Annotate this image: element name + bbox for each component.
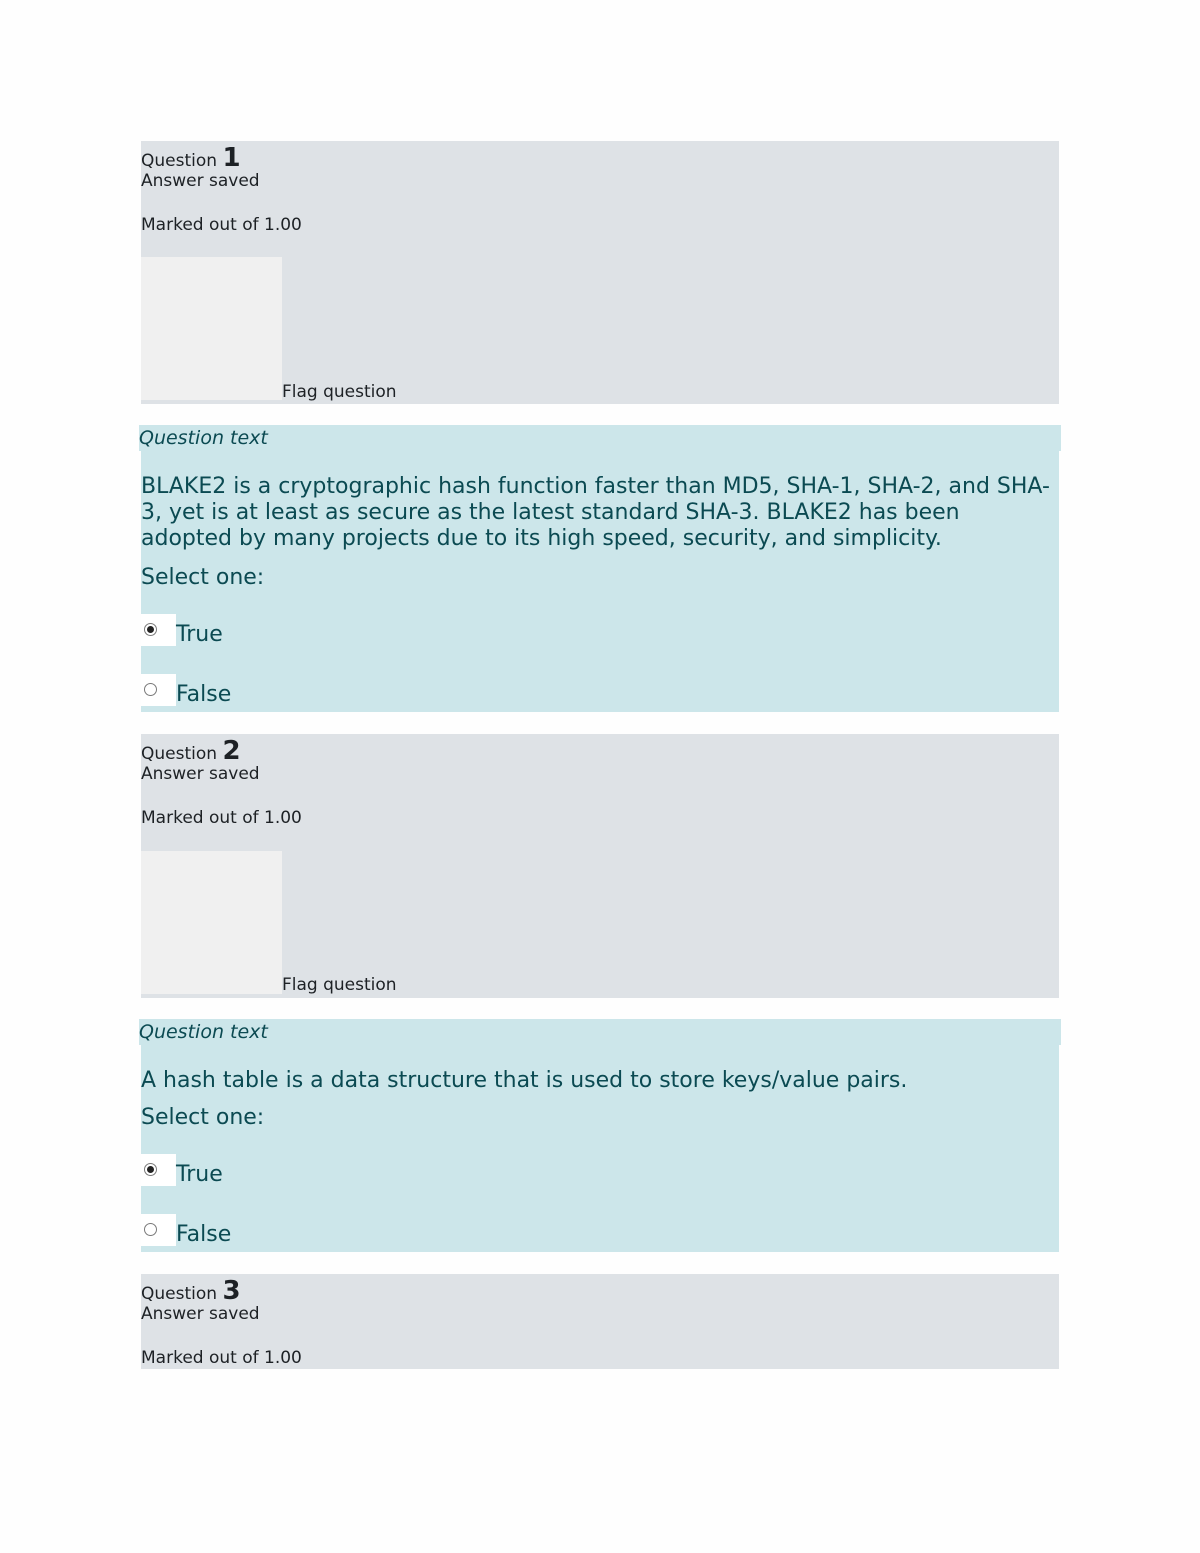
option-label[interactable]: False	[176, 682, 232, 707]
question-number	[141, 1276, 241, 1306]
option-label[interactable]: True	[176, 622, 223, 647]
flag-question-link[interactable]: Flag question	[282, 975, 397, 995]
flag-icon[interactable]	[141, 851, 282, 994]
question-2-content	[141, 1019, 1059, 1252]
option-true[interactable]	[141, 614, 441, 646]
option-label[interactable]: False	[176, 1222, 232, 1247]
question-text-label: Question text	[139, 425, 1061, 451]
select-one-prompt: Select one:	[141, 565, 265, 590]
question-2-info	[141, 734, 1059, 998]
question-3-info	[141, 1274, 1059, 1369]
question-number	[141, 143, 241, 173]
grade: Marked out of 1.00	[141, 1348, 302, 1368]
radio-wrapper	[141, 614, 176, 646]
answer-state: Answer saved	[141, 1304, 260, 1324]
option-false[interactable]	[141, 1214, 441, 1246]
question-prefix: Question	[141, 151, 218, 171]
question-text: BLAKE2 is a cryptographic hash function faster than MD5, SHA-1, SHA-2, and SHA-3, yet is at least as secure as the latest standard SHA-3. BLAKE2 has been adopted by many projects due to its high speed, security, and simplicity.	[141, 474, 1050, 551]
option-false[interactable]	[141, 674, 441, 706]
flag-question-link[interactable]: Flag question	[282, 382, 397, 402]
select-one-prompt: Select one:	[141, 1105, 265, 1130]
radio-true[interactable]	[144, 623, 157, 636]
question-text-label: Question text	[139, 1019, 1061, 1045]
radio-wrapper	[141, 1154, 176, 1186]
grade: Marked out of 1.00	[141, 215, 302, 235]
radio-true[interactable]	[144, 1163, 157, 1176]
question-text: A hash table is a data structure that is used to store keys/value pairs.	[141, 1068, 908, 1093]
option-label[interactable]: True	[176, 1162, 223, 1187]
question-number	[141, 736, 241, 766]
question-1-info	[141, 141, 1059, 404]
question-number-value: 3	[222, 1276, 241, 1306]
radio-wrapper	[141, 674, 176, 706]
question-number-value: 2	[222, 736, 241, 766]
question-1-content	[141, 425, 1059, 712]
option-true[interactable]	[141, 1154, 441, 1186]
radio-false[interactable]	[144, 1223, 157, 1236]
question-prefix: Question	[141, 1284, 218, 1304]
flag-icon[interactable]	[141, 257, 282, 400]
question-prefix: Question	[141, 744, 218, 764]
answer-state: Answer saved	[141, 171, 260, 191]
answer-state: Answer saved	[141, 764, 260, 784]
radio-false[interactable]	[144, 683, 157, 696]
radio-wrapper	[141, 1214, 176, 1246]
question-number-value: 1	[222, 143, 241, 173]
grade: Marked out of 1.00	[141, 808, 302, 828]
